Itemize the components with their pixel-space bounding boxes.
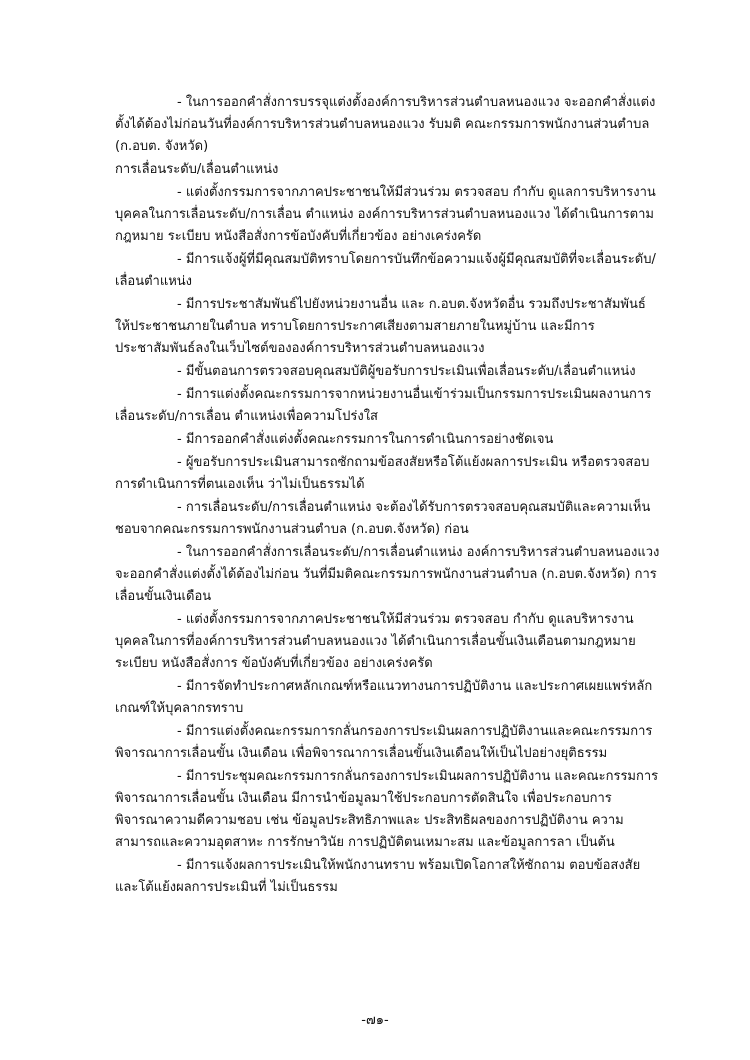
document-body [115,92,660,900]
page-number: -๗๑- [361,1013,389,1028]
paragraph-citizen-committee: - แต่งตั้งกรรมการจากภาคประชาชนให้มีส่วนร่วม ตรวจสอบ กำกับ ดูแลการบริหารงานบุคคลในการเลื่อนระดับ/การเลื่อน ตำแหน่ง องค์การบริหารส่วนตำบลหนองแวง ได้ดำเนินการตามกฎหมาย ระเบียบ หนังสือสั่งการข้อบังคับที่เกี่ยวข้อง อย่างเคร่งครัด [115,185,656,244]
paragraph-notify-qualified: - มีการแจ้งผู้ที่มีคุณสมบัติทราบโดยการบันทึกข้อความแจ้งผู้มีคุณสมบัติที่จะเลื่อนระดับ/เลื่อนตำแหน่ง [115,252,656,289]
paragraph-committee-order: - มีการออกคำสั่งแต่งตั้งคณะกรรมการในการดำเนินการอย่างชัดเจน [177,432,554,447]
paragraph-promotion-order: - ในการออกคำสั่งการเลื่อนระดับ/การเลื่อนตำแหน่ง องค์การบริหารส่วนตำบลหนองแวง จะออกคำสั่งแต่งตั้งได้ต้องไม่ก่อน วันที่มีมติคณะกรรมการพนักงานส่วนตำบล (ก.อบต.จังหวัด) การเลื่อนขั้นเงินเดือน [115,545,660,604]
paragraph-appeal-right: - ผู้ขอรับการประเมินสามารถซักถามข้อสงสัยหรือโต้แย้งผลการประเมิน หรือตรวจสอบการดำเนินการที่ตนเองเห็น ว่าไม่เป็นธรรมได้ [115,455,650,492]
paragraph-approval-required: - การเลื่อนระดับ/การเลื่อนตำแหน่ง จะต้องได้รับการตรวจสอบคุณสมบัติและความเห็นชอบจากคณะกรรมการพนักงานส่วนตำบล (ก.อบต.จังหวัด) ก่อน [115,500,651,537]
paragraph-appointment-order: - ในการออกคำสั่งการบรรจุแต่งตั้งองค์การบริหารส่วนตำบลหนองแวง จะออกคำสั่งแต่งตั้งได้ต้องไม่ก่อนวันที่องค์การบริหารส่วนตำบลหนองแวง รับมติ คณะกรรมการพนักงานส่วนตำบล (ก.อบต. จังหวัด) [115,95,656,154]
paragraph-committee-meeting: - มีการประชุมคณะกรรมการกลั่นกรองการประเมินผลการปฏิบัติงาน และคณะกรรมการพิจารณาการเลื่อนขั้น เงินเดือน มีการนำข้อมูลมาใช้ประกอบการตัดสินใจ เพื่อประกอบการพิจารณาความดีความชอบ เช่น ข้อมูลประสิทธิภาพและ ประสิทธิผลของการปฏิบัติงาน ความสามารถและความอุตสาหะ การรักษาวินัย การปฏิบัติตนเหมาะสม และข้อมูลการลา เป็นต้น [115,769,659,850]
paragraph-criteria-announcement: - มีการจัดทำประกาศหลักเกณฑ์หรือแนวทางนการปฏิบัติงาน และประกาศเผยแพร่หลักเกณฑ์ให้บุคลากรทราบ [115,679,653,716]
paragraph-screening-committee: - มีการแต่งตั้งคณะกรรมการกลั่นกรองการประเมินผลการปฏิบัติงานและคณะกรรมการพิจารณาการเลื่อนขั้น เงินเดือน เพื่อพิจารณาการเลื่อนขั้นเงินเดือนให้เป็นไปอย่างยุติธรรม [115,724,653,761]
paragraph-result-notification: - มีการแจ้งผลการประเมินให้พนักงานทราบ พร้อมเปิดโอกาสให้ซักถาม ตอบข้อสงสัย และโต้แย้งผลการประเมินที่ ไม่เป็นธรรม [115,858,641,895]
paragraph-salary-committee: - แต่งตั้งกรรมการจากภาคประชาชนให้มีส่วนร่วม ตรวจสอบ กำกับ ดูแลบริหารงานบุคคลในการที่องค์การบริหารส่วนตำบลหนองแวง ได้ดำเนินการเลื่อนขั้นเงินเดือนตามกฎหมาย ระเบียบ หนังสือสั่งการ ข้อบังคับที่เกี่ยวข้อง อย่างเคร่งครัด [115,612,636,671]
section-heading-promotion: การเลื่อนระดับ/เลื่อนตำแหน่ง [115,162,279,177]
paragraph-public-relations: - มีการประชาสัมพันธ์ไปยังหน่วยงานอื่น และ ก.อบต.จังหวัดอื่น รวมถึงประชาสัมพันธ์ให้ประชาชนภายในตำบล ทราบโดยการประกาศเสียงตามสายภายในหมู่บ้าน และมีการประชาสัมพันธ์ลงในเว็บไซต์ขององค์การบริหารส่วนตำบลหนองแวง [115,297,646,356]
paragraph-external-committee: - มีการแต่งตั้งคณะกรรมการจากหน่วยงานอื่นเข้าร่วมเป็นกรรมการประเมินผลงานการเลื่อนระดับ/การเลื่อน ตำแหน่งเพื่อความโปร่งใส [115,387,652,424]
paragraph-qualification-check: - มีขั้นตอนการตรวจสอบคุณสมบัติผู้ขอรับการประเมินเพื่อเลื่อนระดับ/เลื่อนตำแหน่ง [177,364,636,379]
